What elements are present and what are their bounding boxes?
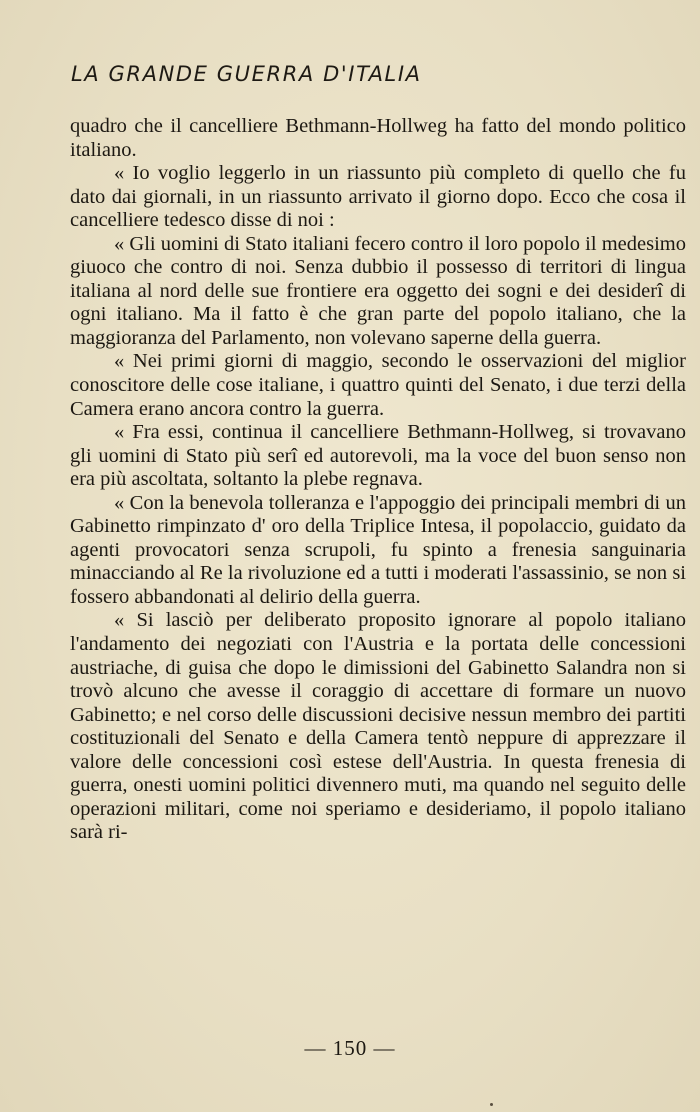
- paragraph: « Nei primi giorni di maggio, secondo le osservazioni del miglior conoscitore delle cose italiane, i quattro quinti del Senato, i due terzi della Camera erano ancora contro la guerra.: [70, 350, 686, 420]
- paragraph: « Si lasciò per deliberato proposito ignorare al popolo italiano l'andamento dei negoziati con l'Austria e la portata delle concessioni austriache, di guisa che dopo le dimissioni del Gabinetto Salandra non si trovò alcuno che avesse il coraggio di accettare di formare un nuovo Gabinetto; e nel corso delle discussioni decisive nessun membro dei partiti costituzionali del Senato e della Camera tentò neppure di apprezzare il valore delle concessioni così estese dell'Austria. In questa frenesia di guerra, onesti uomini politici divennero muti, ma quando nel seguito delle operazioni militari, come noi speriamo e desideriamo, il popolo italiano sarà ri-: [70, 609, 686, 844]
- running-head: LA GRANDE GUERRA D'ITALIA: [71, 62, 422, 86]
- paragraph: « Con la benevola tolleranza e l'appoggio dei principali membri di un Gabinetto rimpinzato d' oro della Triplice Intesa, il popolaccio, guidato da agenti provocatori senza scrupoli, fu spinto a frenesia sanguinaria minacciando al Re la rivoluzione ed a tutti i moderati l'assassinio, se non si fossero abbandonati al delirio della guerra.: [70, 491, 686, 608]
- body-text: [70, 115, 686, 845]
- paragraph: « Io voglio leggerlo in un riassunto più completo di quello che fu dato dai giornali, in un riassunto arrivato il giorno dopo. Ecco che cosa il cancelliere tedesco disse di noi :: [70, 162, 686, 232]
- page-number: — 150 —: [304, 1036, 396, 1060]
- paper-speck: [490, 1103, 493, 1106]
- paragraph: « Fra essi, continua il cancelliere Bethmann-Hollweg, si trovavano gli uomini di Stato più serî ed autorevoli, ma la voce del buon senso non era più ascoltata, soltanto la plebe regnava.: [70, 421, 686, 491]
- paragraph-continuation: quadro che il cancelliere Bethmann-Hollweg ha fatto del mondo politico italiano.: [70, 115, 686, 161]
- paragraph: « Gli uomini di Stato italiani fecero contro il loro popolo il medesimo giuoco che contro di noi. Senza dubbio il possesso di territori di lingua italiana al nord delle sue frontiere era oggetto dei sogni e dei desiderî di ogni italiano. Ma il fatto è che gran parte del popolo italiano, che la maggioranza del Parlamento, non volevano saperne della guerra.: [70, 232, 686, 349]
